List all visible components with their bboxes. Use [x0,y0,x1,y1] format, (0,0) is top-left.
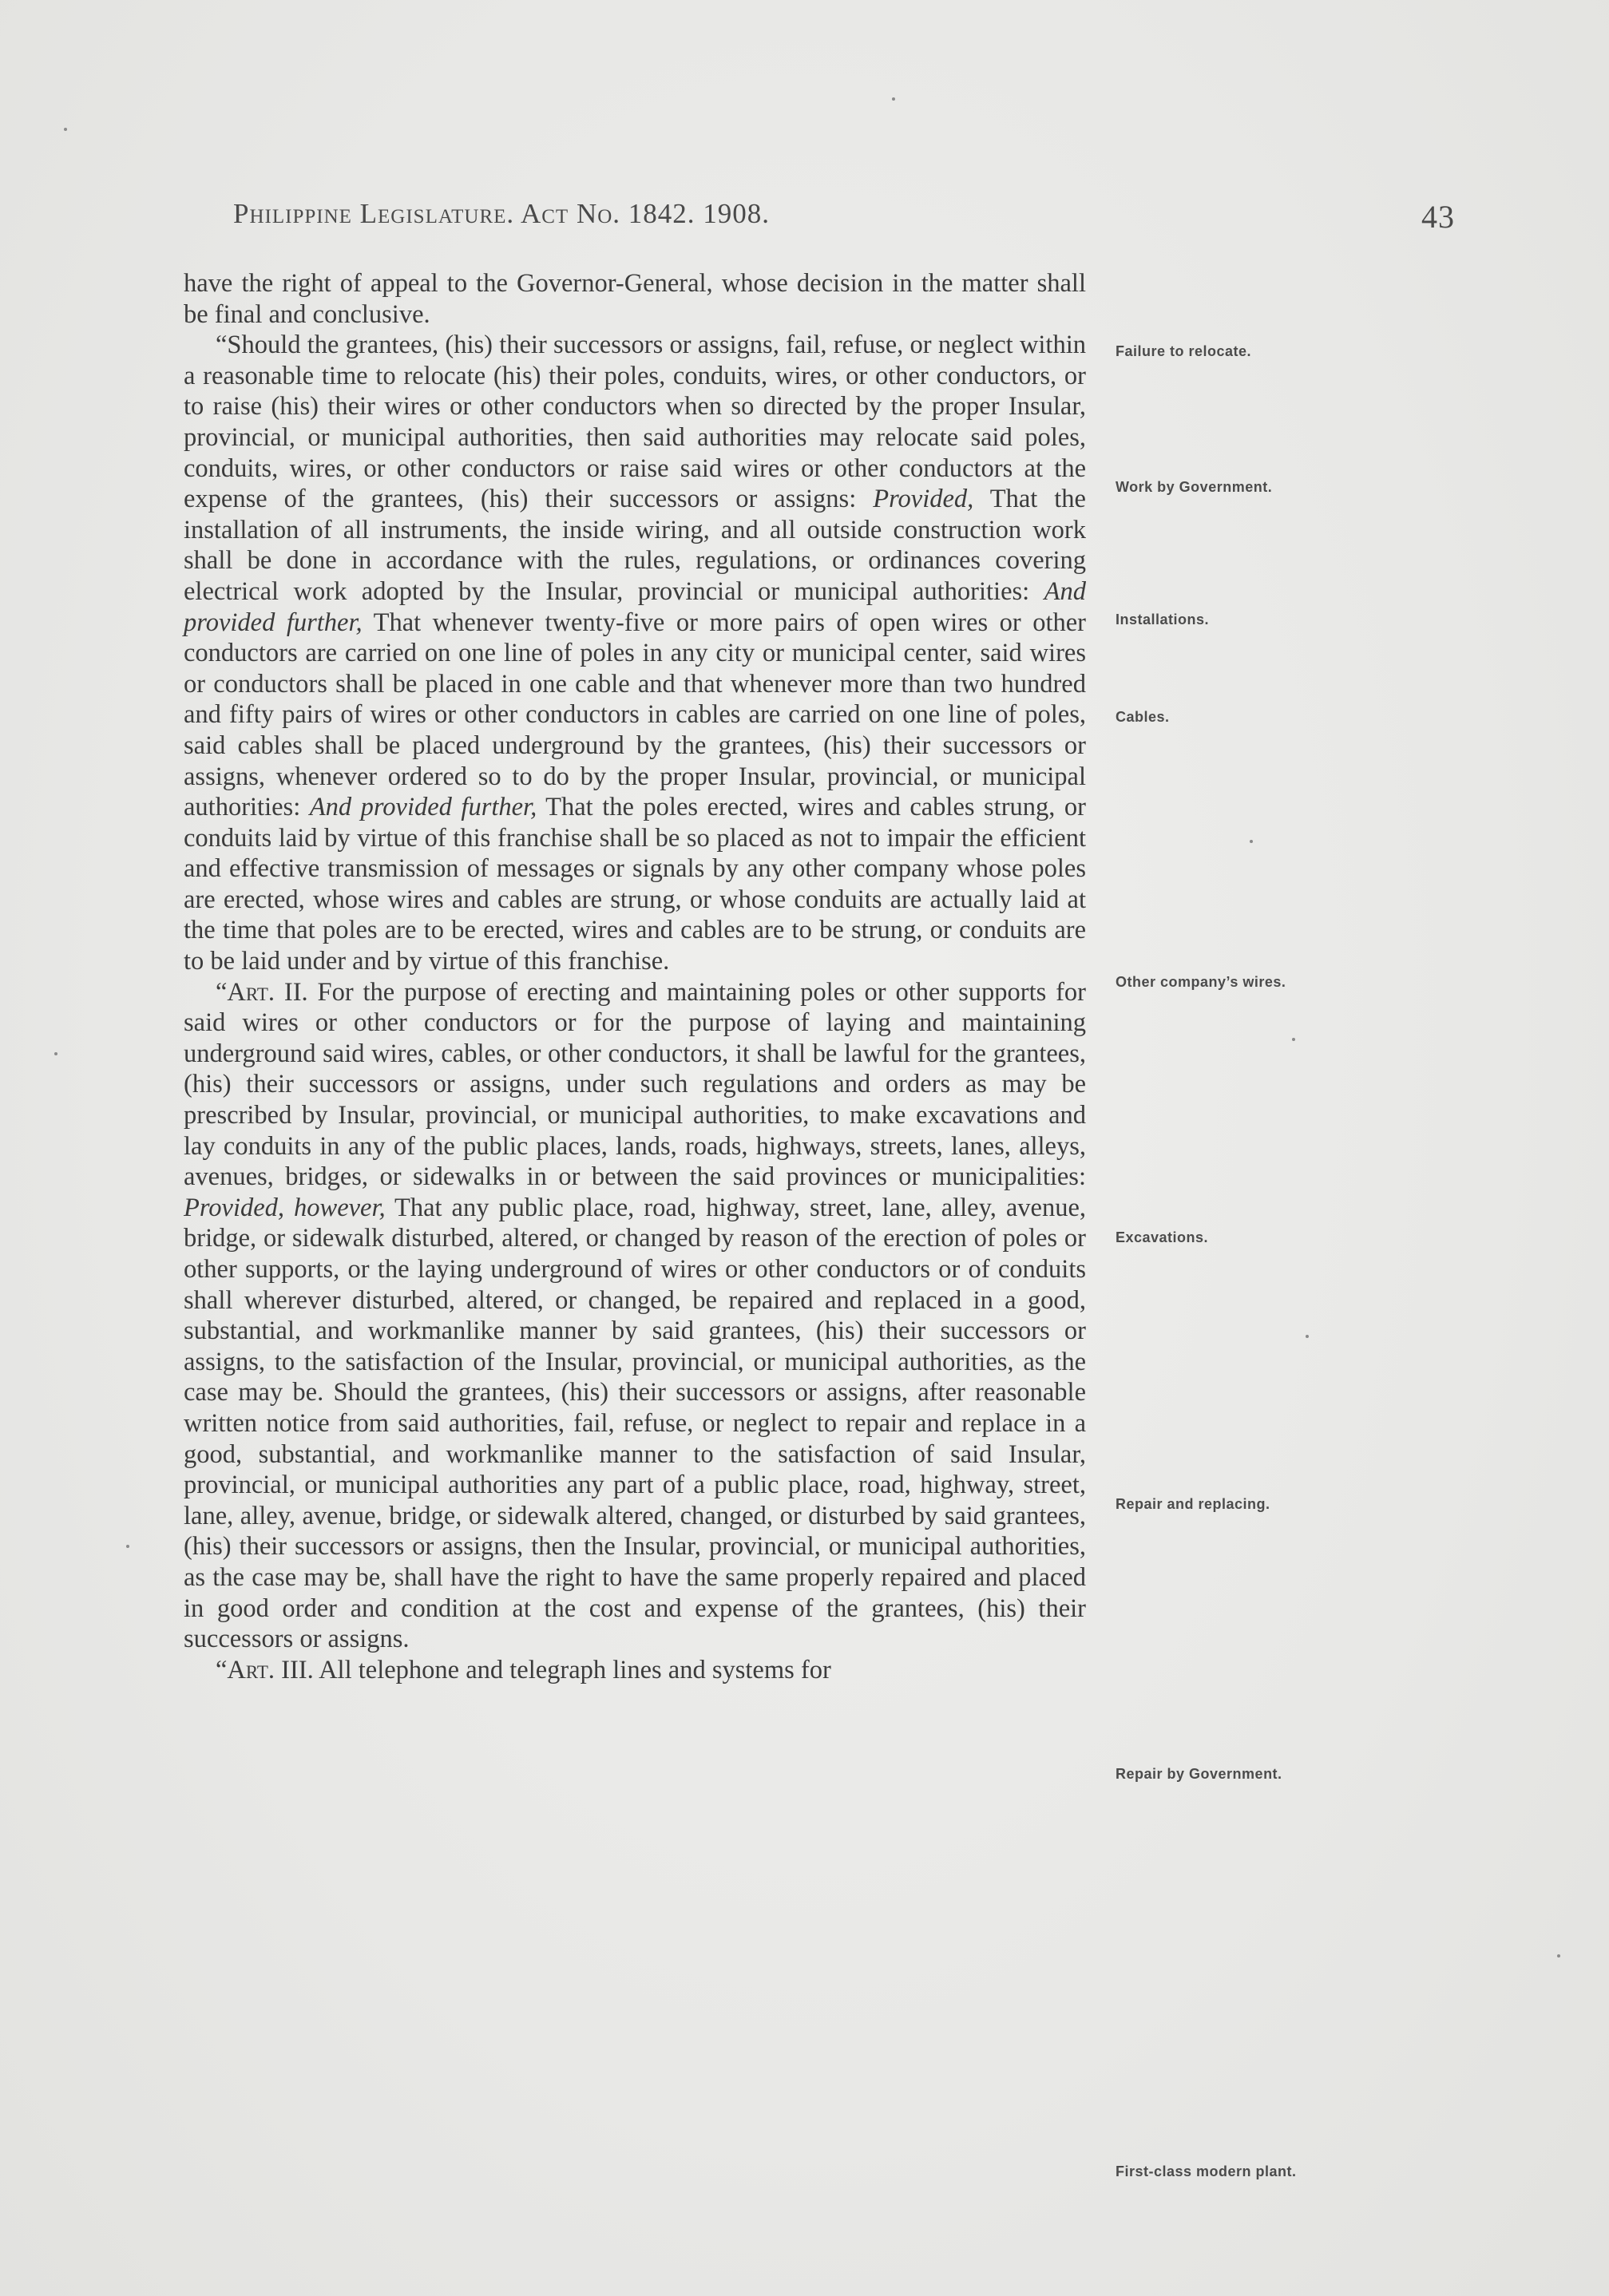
paper-speck [1557,1954,1560,1958]
body-text [184,268,1086,1685]
margin-note: Repair and replacing. [1116,1496,1270,1512]
margin-note: Installations. [1116,612,1210,627]
paper-speck [54,1052,57,1055]
text-run: For the purpose of erecting and maintaining poles or other supports for said wires or other conductors or for the purpose of laying and maintaining underground said wires, cables, or other conductors, it shall be lawful for the grantees, (his) their successors or assigns, under such regulations and orders as may be prescribed by Insular, provincial, or municipal authorities, to make excavations and lay conduits in any of the public places, lands, roads, highways, streets, lanes, alleys, avenues, bridges, or sidewalks in or between the said provinces or municipalities: [184,977,1086,1192]
text-run: That the poles erected, wires and cables strung, or conduits laid by virtue of this franchise shall be so placed as not to impair the efficient and effective transmission of messages or signals by any other company whose poles are erected, whose wires and cables are strung, or whose conduits are actually laid at the time that poles are to be erected, wires and cables are to be strung, or conduits are to be laid under and by virtue of this franchise. [184,793,1086,976]
paper-speck [126,1545,129,1548]
paper-speck [1306,1335,1309,1338]
running-title: Philippine Legislature. Act No. 1842. 1908. [233,198,771,229]
margin-note: Other company’s wires. [1116,974,1286,990]
margin-note: Repair by Government. [1116,1766,1282,1782]
paper-speck [1292,1038,1295,1041]
proviso: Provided, [873,485,974,514]
text-run: That any public place, road, highway, street, lane, alley, avenue, bridge, or sidewalk disturbed, altered, or changed by reason of the erection of poles or other supports, or the laying underground of wires or other conductors or of conduits shall wherever disturbed, altered, or changed, be repaired and replaced in a good, substantial, and workmanlike manner by said grantees, (his) their successors or assigns, to the satisfaction of the Insular, provincial, or municipal authorities, as the case may be. Should the grantees, (his) their successors or assigns, after reasonable written notice from said authorities, fail, refuse, or neglect to repair and replace in a good, substantial, and workmanlike manner to the satisfaction of said Insular, provincial, or municipal authorities any part of a public place, road, highway, street, lane, alley, avenue, bridge, or sidewalk altered, changed, or disturbed by said grantees, (his) their successors or assigns, then the Insular, provincial, or municipal authorities, as the case may be, shall have the right to have the same properly repaired and placed in good order and condition at the cost and expense of the grantees, (his) their successors or assigns. [184,1193,1086,1654]
proviso: And provided further, [184,576,1086,637]
page-header [233,198,1455,238]
paragraph [184,977,1086,1655]
margin-note: Excavations. [1116,1229,1209,1245]
text-run: “Should the grantees, (his) their successors or assigns, fail, refuse, or neglect within a reasonable time to relocate (his) their poles, conduits, wires, or other conductors, or to raise (his) their wires or other conductors when so directed by the proper Insular, provincial, or municipal authorities, then said authorities may relocate said poles, conduits, wires, or other conductors or raise said wires or other conductors at the expense of the grantees, (his) their successors or assigns: [184,331,1086,514]
paragraph [184,330,1086,976]
paper-speck [1250,840,1253,843]
margin-note: Cables. [1116,709,1170,725]
paragraph [184,1655,1086,1686]
proviso: And provided further, [309,793,537,822]
paper-speck [64,128,67,131]
proviso: Provided, however, [184,1193,386,1222]
margin-note: Work by Government. [1116,479,1273,495]
margin-note: First-class modern plant. [1116,2163,1297,2179]
text-run: All telephone and telegraph lines and systems for [313,1655,831,1684]
text-run: That whenever twenty-five or more pairs of open wires or other conductors are carried on one line of poles in any city or municipal center, said wires or conductors shall be placed in one cable and that whenever more than two hundred and fifty pairs of wires or other conductors in cables are carried on one line of poles, said cables shall be placed underground by the grantees, (his) their successors or assigns, whenever ordered so to do by the proper Insular, provincial, or municipal authorities: [184,608,1086,822]
paper-speck [892,97,895,101]
paragraph: have the right of appeal to the Governor-General, whose decision in the matter shall be final and conclusive. [184,269,1086,329]
page-number: 43 [1421,199,1455,235]
article-label: “Art. II. [216,977,308,1007]
article-label: “Art. III. [216,1655,314,1684]
text-run: That the installation of all instruments, the inside wiring, and all outside construction work shall be done in accordance with the rules, regulations, or ordinances covering electrical work adopted by the Insular, provincial or municipal authorities: [184,485,1086,606]
margin-note: Failure to relocate. [1116,343,1252,359]
